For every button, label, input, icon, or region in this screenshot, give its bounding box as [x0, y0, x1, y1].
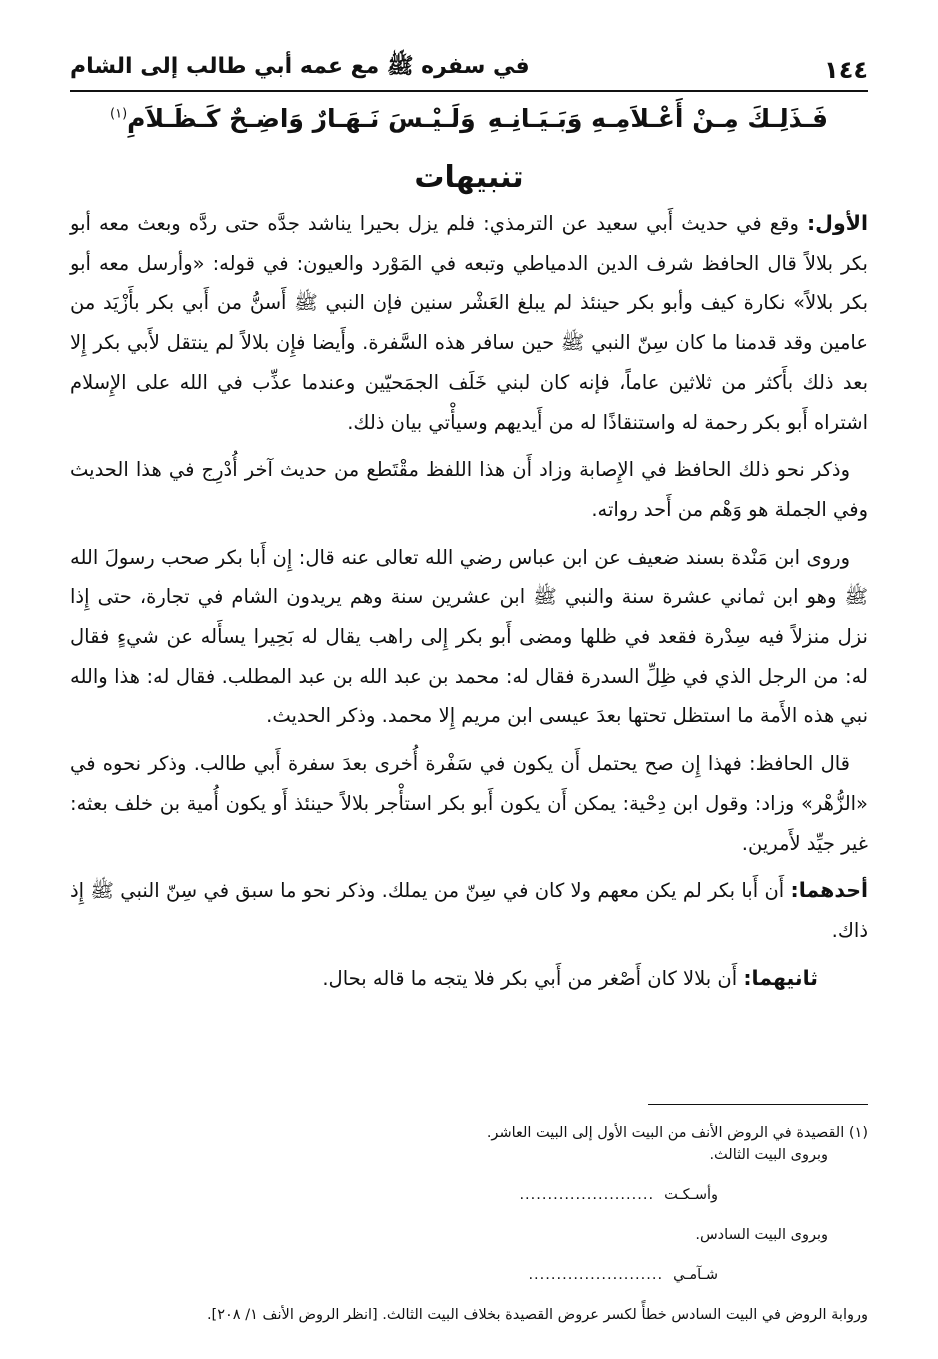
paragraph-text: قال الحافظ: فهذا إِن صح يحتمل أَن يكون في سَفْرة أُخرى بعدَ سفرة أَبي طالب. وذكر نحوه في «الزُّهْر» وزاد: وقول ابن دِحْية: يمكن أَن يكون أَبو بكر استأْجر بلالاً حينئذ أَو يكون أُمية بن خلف بعثه: غير جيِّد لأَمرين. [70, 752, 868, 855]
footnote-dots: ........................ [528, 1267, 664, 1283]
footnote-separator [648, 1104, 868, 1105]
section-title: تنبيهات [414, 160, 524, 195]
footnote-line: وبروى البيت السادس. [695, 1227, 828, 1243]
paragraph-sixth [70, 959, 868, 999]
poetry-verse [110, 104, 828, 133]
footnote-variant-word: شـآمـي [673, 1267, 718, 1283]
footnote-verse-variant [70, 1264, 868, 1286]
verse-hemistich-second-text: وَلَـيْـسَ نَـهَـارٌ وَاضِـحٌ كَـظَـلاَمِ [127, 104, 476, 133]
paragraph-text: أَن بلالا كان أَصْغر من أَبي بكر فلا يتجه ما قاله بحال. [322, 966, 744, 990]
footnote-variant-word: وأسـكـت [664, 1187, 718, 1203]
paragraph-first [70, 204, 868, 442]
page-number: ١٤٤ [824, 56, 868, 84]
running-title: في سفره ﷺ مع عمه أبي طالب إلى الشام [70, 54, 530, 79]
paragraph-lead: أحدهما: [790, 878, 868, 903]
footnote-line: وروابة الروض في البيت السادس خطأً لكسر عروض القصيدة بخلاف البيت الثالث. [انظر الروض الأنف ١/ ٢٠٨]. [206, 1307, 868, 1323]
paragraph-fourth [70, 744, 868, 863]
paragraph-text: وذكر نحو ذلك الحافظ في الإِصابة وزاد أَن هذا اللفظ مقْتَطع من حديث آخر أُدْرِج في هذا الحديث وفي الجملة هو وَهْم من أَحد رواته. [70, 458, 868, 521]
footnote-marker: (١) [110, 106, 128, 122]
verse-hemistich-first: فَـذَلِـكَ مِـنْ أَعْـلاَمِـهِ وَبَـيَـانِـهِ [487, 104, 828, 133]
verse-hemistich-second [110, 104, 476, 133]
paragraph-lead: ثانيهما: [743, 965, 818, 990]
running-header [70, 52, 868, 92]
paragraph-second [70, 450, 868, 529]
footnote-dots: ........................ [519, 1187, 655, 1203]
footnote-verse-variant [70, 1184, 868, 1206]
paragraph-lead: الأول: [806, 211, 868, 235]
footnote-line: وبروى البيت الثالث. [709, 1147, 828, 1163]
paragraph-text: أَن أَبا بكر لم يكن معهم ولا كان في سِنّ من يملك. وذكر نحو ما سبق في سِنّ النبي ﷺ إِذ ذاك. [70, 879, 868, 942]
book-page [70, 0, 868, 1359]
paragraph-fifth [70, 871, 868, 950]
footnotes [70, 1122, 868, 1326]
paragraph-text: وروى ابن مَنْدة بسند ضعيف عن ابن عباس رضي الله تعالى عنه قال: إِن أَبا بكر صحب رسولَ الله ﷺ وهو ابن ثماني عشرة سنة والنبي ﷺ ابن عشرين سنة وهم يريدون الشام في تجارة، حتى إِذا نزل منزلاً فيه سِدْرة فقعد في ظلها ومضى أَبو بكر إِلى راهب يقال له بَحِيرا يسأَله عن شيءٍ فقال له: من الرجل الذي في ظِلِّ السدرة فقال له: محمد بن عبد الله بن عبد المطلب. فقال له: هذا والله نبي هذه الأَمة ما استظل تحتها بعدَ عيسى ابن مريم إِلا محمد. وذكر الحديث. [70, 545, 868, 728]
body-text [70, 204, 868, 1006]
paragraph-text: وقع في حديث أَبي سعيد عن الترمذي: فلم يزل بحيرا يناشد جدَّه حتى ردَّه وبعث معه أبو بكر بلالاً قال الحافظ شرف الدين الدمياطي وتبعه في المَوْرد والعيون: في قوله: «وأرسل معه أبو بكر بلالاً» نكارة كيف وأبو بكر حينئذ لم يبلغ العَشْر سنين فإن النبي ﷺ أَسنُّ من أَبي بكر بأَزْيَد من عامين وقد قدمنا ما كان سِنّ النبي ﷺ حين سافر هذه السَّفرة. وأَيضا فإِن بلالاً لم ينتقل لأَبي بكر إِلا بعد ذلك بأَكثر من ثلاثين عاماً، فإنه كان لبني خَلَف الجمَحيّين وعندما عذِّب في الله على الإِسلام اشتراه أَبو بكر رحمة له واستنقاذًا له من أَيديهم وسيأْتي بيان ذلك. [70, 212, 868, 434]
paragraph-third [70, 538, 868, 737]
footnote-line: (١) القصيدة في الروض الأنف من البيت الأول إلى البيت العاشر. [486, 1125, 868, 1141]
